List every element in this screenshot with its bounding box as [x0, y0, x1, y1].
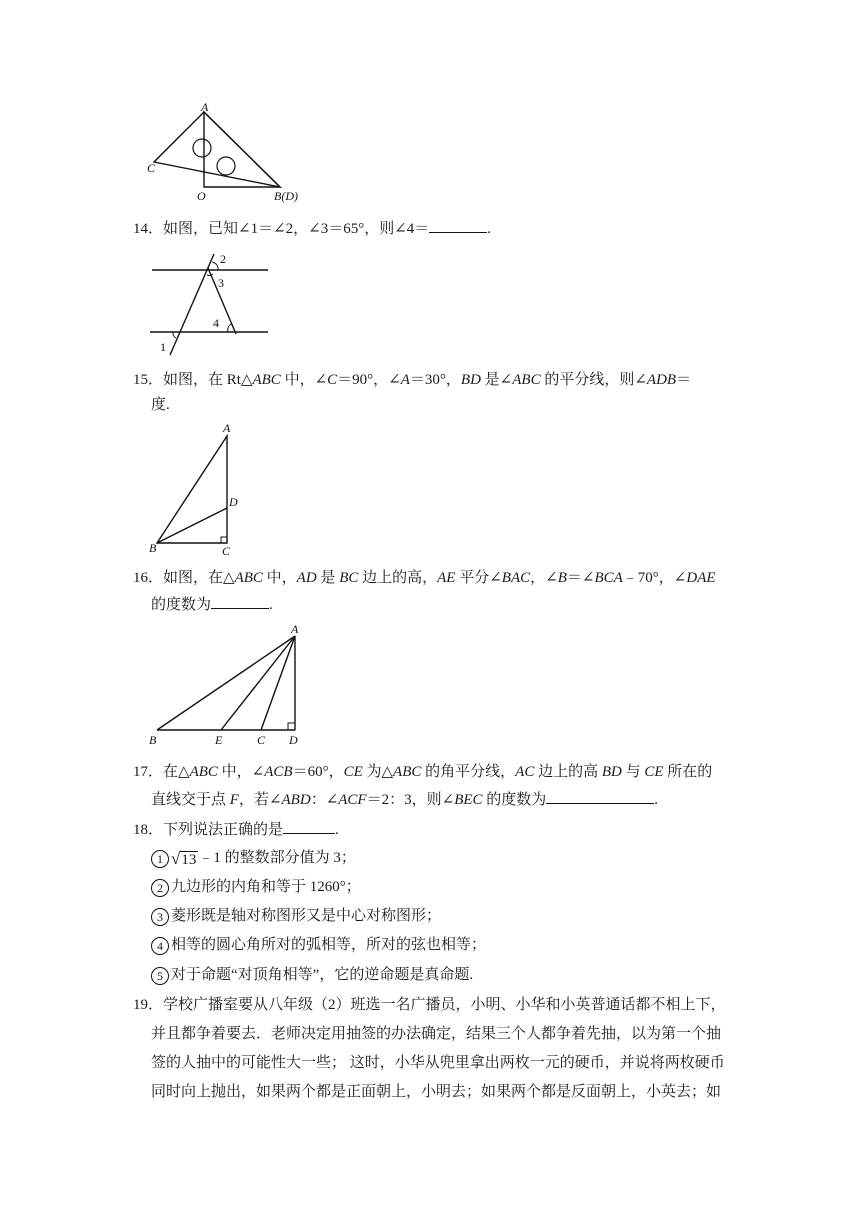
right-angle-mark — [288, 723, 295, 730]
label-3: 3 — [218, 276, 224, 290]
figure-13-svg — [140, 100, 298, 206]
q17-text: ABD — [281, 792, 311, 808]
q18-item-text: 菱形既是轴对称图形又是中心对称图形； — [171, 908, 442, 924]
q17-text: ABC — [189, 764, 218, 780]
circled-number-1: 1 — [151, 850, 169, 868]
figure-14 — [146, 250, 272, 358]
question-16-line-2 — [151, 594, 273, 615]
sqrt-symbol: √ — [171, 849, 181, 868]
label-d: D — [289, 733, 298, 747]
angle-1-arc — [173, 332, 176, 338]
figure-13 — [140, 100, 298, 206]
question-16-line-1 — [133, 568, 716, 588]
q16-text: 是 — [316, 570, 340, 586]
label-a: A — [291, 622, 299, 636]
q16-text: ﹣70°，∠ — [622, 570, 687, 586]
q16-text: ABC — [234, 570, 263, 586]
label-a: A — [201, 100, 209, 114]
q17-text: CE — [644, 764, 664, 780]
answer-blank-17[interactable] — [546, 789, 654, 804]
q17-text: AC — [515, 764, 535, 780]
right-angle-mark — [221, 537, 227, 543]
circle-hole-2 — [217, 157, 235, 175]
q17-text: CE — [343, 764, 363, 780]
angle-4-arc — [228, 324, 231, 332]
question-15-number: 15． — [133, 372, 164, 388]
circle-hole-1 — [193, 139, 211, 157]
question-15-line-1 — [133, 370, 691, 390]
triangle-2 — [204, 112, 280, 187]
answer-blank-16[interactable] — [211, 594, 269, 609]
label-1: 1 — [160, 340, 166, 354]
q18-item-text: 对于命题“对顶角相等”，它的逆命题是真命题. — [171, 967, 474, 983]
q15-text: ＝90°，∠ — [337, 372, 401, 388]
q17-text: 在△ — [163, 764, 190, 780]
figure-16-svg — [143, 622, 313, 750]
side-ab — [157, 636, 295, 730]
question-14-number: 14． — [133, 221, 164, 237]
angle-2-arc — [212, 262, 218, 270]
label-b: B — [149, 541, 157, 555]
question-17-line-2 — [151, 789, 658, 810]
q17-text: 所在的 — [663, 764, 713, 780]
q15-text: 中，∠ — [280, 372, 328, 388]
figure-16 — [143, 622, 313, 750]
figure-15 — [143, 420, 243, 560]
question-18-stem — [133, 819, 339, 840]
circled-number-4: 4 — [151, 937, 169, 955]
q19-text: 同时向上抛出，如果两个都是正面朝上，小明去；如果两个都是反面朝上，小英去；如 — [151, 1084, 722, 1100]
question-14-text: 如图，已知∠1＝∠2，∠3＝65°，则∠4＝ — [163, 221, 430, 237]
q17-text: ABC — [393, 764, 422, 780]
q16-text: BAC — [501, 570, 531, 586]
q19-text: 签的人抽中的可能性大一些； 这时，小华从兜里拿出两枚一元的硬币，并说将两枚硬币 — [151, 1055, 725, 1071]
q16-text: BCA — [594, 570, 623, 586]
answer-blank-18[interactable] — [283, 819, 335, 834]
q16-text: ，∠ — [530, 570, 558, 586]
circled-number-5: 5 — [151, 967, 169, 985]
label-2: 2 — [220, 252, 226, 266]
question-17-line-1 — [133, 762, 712, 782]
label-c: C — [222, 544, 231, 558]
label-e: E — [215, 733, 223, 747]
question-19-line-1 — [133, 995, 726, 1015]
q17-text: . — [654, 792, 659, 808]
q17-text: ACF — [338, 792, 367, 808]
q16-text: BC — [339, 570, 359, 586]
sqrt-argument: 13 — [181, 852, 197, 868]
q17-text: 边上的高 — [534, 764, 602, 780]
figure-15-svg — [143, 420, 243, 560]
question-15-line-2 — [151, 395, 170, 415]
label-bd: B(D) — [274, 189, 298, 203]
q16-text: 的度数为 — [151, 597, 212, 613]
q19-text: 并且都争着要去．老师决定用抽签的办法确定，结果三个人都争着先抽，以为第一个抽 — [151, 1026, 722, 1042]
question-17-number: 17． — [133, 764, 164, 780]
q15-text: 是∠ — [480, 372, 513, 388]
question-18-item-5 — [151, 965, 473, 985]
q17-text: BD — [601, 764, 622, 780]
q15-text: 度. — [151, 397, 170, 413]
q18-item-text: 九边形的内角和等于 1260°； — [171, 879, 361, 895]
question-18-number: 18． — [133, 822, 164, 838]
q16-text: 如图，在△ — [163, 570, 235, 586]
figure-14-svg — [146, 250, 272, 358]
q18-item-text: ﹣1 的整数部分值为 3； — [198, 850, 356, 866]
question-18-item-2 — [151, 877, 361, 897]
question-19-number: 19． — [133, 997, 164, 1013]
q17-text: ：∠ — [310, 792, 339, 808]
q16-text: 平分∠ — [455, 570, 502, 586]
bisector-bd — [157, 508, 227, 543]
q17-text: 中，∠ — [217, 764, 265, 780]
question-18-item-1 — [151, 848, 356, 870]
q16-text: DAE — [686, 570, 716, 586]
q15-text: ABC — [252, 372, 281, 388]
q15-text: 的平分线，则∠ — [540, 372, 647, 388]
q18-text: 下列说法正确的是 — [163, 822, 284, 838]
label-b: B — [149, 733, 157, 747]
side-ac — [261, 636, 295, 730]
q16-text: AD — [296, 570, 317, 586]
q15-text: 如图，在 Rt△ — [163, 372, 253, 388]
q15-text: ADB — [646, 372, 677, 388]
question-14-line-1 — [133, 218, 491, 239]
question-16-number: 16． — [133, 570, 164, 586]
q17-text: ＝60°， — [292, 764, 344, 780]
segment-ae — [221, 636, 295, 730]
label-a: A — [223, 421, 231, 435]
question-14-end: . — [487, 221, 492, 237]
q16-text: 边上的高， — [358, 570, 438, 586]
q15-text: C — [327, 372, 338, 388]
q15-text: BD — [460, 372, 481, 388]
q16-text: ＝∠ — [566, 570, 595, 586]
transversal-line — [170, 254, 214, 355]
triangle-abc — [157, 436, 227, 543]
q19-text: 学校广播室要从八年级（2）班选一名广播员，小明、小华和小英普通话都不相上下， — [163, 997, 726, 1013]
q17-text: 的角平分线， — [421, 764, 516, 780]
q16-text: . — [269, 597, 273, 613]
q16-text: AE — [437, 570, 456, 586]
q15-text: A — [400, 372, 410, 388]
q15-text: ＝ — [676, 372, 692, 388]
label-c: C — [147, 161, 156, 175]
label-c: C — [257, 733, 266, 747]
question-19-line-2 — [151, 1024, 721, 1044]
label-o: O — [197, 189, 206, 203]
q17-text: ，若∠ — [238, 792, 282, 808]
label-d: D — [229, 495, 238, 509]
q16-text: 中， — [262, 570, 297, 586]
q15-text: ABC — [512, 372, 541, 388]
q17-text: 为△ — [362, 764, 394, 780]
answer-blank-14[interactable] — [429, 218, 487, 233]
label-4: 4 — [213, 316, 219, 330]
q17-text: F — [229, 792, 239, 808]
question-19-line-3 — [151, 1053, 725, 1073]
question-18-item-3 — [151, 906, 441, 926]
sqrt-13 — [171, 849, 198, 870]
q15-text: ＝30°， — [409, 372, 461, 388]
q18-item-text: 相等的圆心角所对的弧相等，所对的弦也相等； — [171, 937, 487, 953]
circled-number-2: 2 — [151, 879, 169, 897]
q17-text: 的度数为 — [482, 792, 547, 808]
q16-text: B — [557, 570, 567, 586]
question-19-line-4 — [151, 1082, 721, 1102]
q17-text: BEC — [454, 792, 483, 808]
question-18-item-4 — [151, 935, 486, 955]
triangle-1 — [154, 112, 280, 187]
q17-text: ＝2：3，则∠ — [366, 792, 455, 808]
q17-text: 直线交于点 — [151, 792, 230, 808]
q17-text: ACB — [264, 764, 293, 780]
q17-text: 与 — [621, 764, 645, 780]
q18-text: . — [335, 822, 339, 838]
circled-number-3: 3 — [151, 908, 169, 926]
